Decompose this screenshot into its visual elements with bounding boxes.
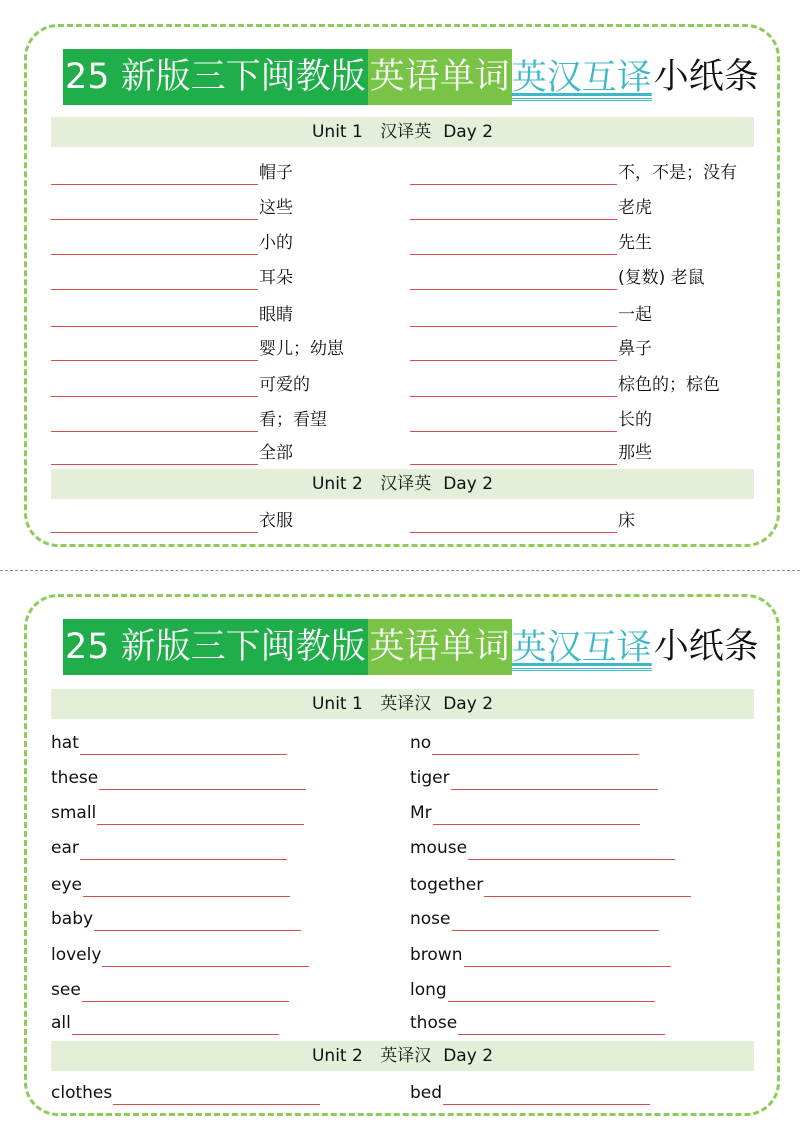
answer-blank[interactable] bbox=[51, 431, 258, 432]
title-part2: 英语单词 bbox=[368, 49, 512, 105]
answer-blank[interactable] bbox=[464, 966, 671, 967]
card-english-to-chinese bbox=[24, 594, 780, 1116]
answer-blank[interactable] bbox=[99, 789, 306, 790]
answer-blank[interactable] bbox=[51, 219, 258, 220]
answer-blank[interactable] bbox=[484, 896, 691, 897]
word-row-left bbox=[51, 832, 391, 862]
answer-blank[interactable] bbox=[458, 1034, 665, 1035]
word-row-left bbox=[51, 437, 391, 467]
word-label: 帽子 bbox=[259, 163, 293, 183]
word-row-left bbox=[51, 869, 391, 899]
card-title bbox=[63, 49, 759, 105]
word-row-left bbox=[51, 1077, 391, 1107]
day-label: Day 2 bbox=[443, 474, 494, 494]
word-label: 老虎 bbox=[618, 198, 652, 218]
word-row-right bbox=[410, 437, 750, 467]
title-part3: 英汉互译 bbox=[512, 54, 652, 101]
mode-label: 汉译英 bbox=[380, 474, 432, 494]
unit2-header bbox=[51, 469, 754, 499]
word-row-left bbox=[51, 299, 391, 329]
answer-blank[interactable] bbox=[113, 1104, 320, 1105]
cut-line bbox=[0, 570, 800, 571]
word-label: mouse bbox=[410, 838, 468, 858]
answer-blank[interactable] bbox=[51, 360, 258, 361]
word-label: long bbox=[410, 980, 447, 1000]
word-row-right bbox=[410, 762, 750, 792]
word-row-right bbox=[410, 1077, 750, 1107]
word-row-left bbox=[51, 974, 391, 1004]
word-row-right bbox=[410, 369, 750, 399]
answer-blank[interactable] bbox=[410, 219, 617, 220]
word-row-right bbox=[410, 903, 750, 933]
answer-blank[interactable] bbox=[51, 326, 258, 327]
word-row-left bbox=[51, 505, 391, 535]
word-row-right bbox=[410, 832, 750, 862]
answer-blank[interactable] bbox=[51, 254, 258, 255]
answer-blank[interactable] bbox=[97, 824, 304, 825]
word-row-left bbox=[51, 727, 391, 757]
mode-label: 英译汉 bbox=[380, 1046, 432, 1066]
title-part4: 小纸条 bbox=[653, 57, 759, 97]
unit-label: Unit 2 bbox=[311, 474, 363, 494]
word-label: 不，不是；没有 bbox=[618, 163, 737, 183]
answer-blank[interactable] bbox=[80, 859, 287, 860]
word-label: 衣服 bbox=[259, 511, 293, 531]
title-part4: 小纸条 bbox=[653, 627, 759, 667]
answer-blank[interactable] bbox=[468, 859, 675, 860]
word-label: bed bbox=[410, 1083, 443, 1103]
answer-blank[interactable] bbox=[410, 532, 617, 533]
word-label: brown bbox=[410, 945, 463, 965]
word-label: clothes bbox=[51, 1083, 113, 1103]
word-label: 小的 bbox=[259, 233, 293, 253]
word-label: those bbox=[410, 1013, 458, 1033]
word-row-right bbox=[410, 404, 750, 434]
word-label: no bbox=[410, 733, 432, 753]
word-row-right bbox=[410, 939, 750, 969]
word-label: 床 bbox=[618, 511, 635, 531]
answer-blank[interactable] bbox=[410, 464, 617, 465]
mode-label: 汉译英 bbox=[380, 122, 432, 142]
word-row-left bbox=[51, 762, 391, 792]
word-row-left bbox=[51, 404, 391, 434]
answer-blank[interactable] bbox=[410, 326, 617, 327]
answer-blank[interactable] bbox=[51, 396, 258, 397]
unit-label: Unit 1 bbox=[311, 122, 363, 142]
word-label: (复数) 老鼠 bbox=[618, 268, 705, 288]
answer-blank[interactable] bbox=[82, 1001, 289, 1002]
word-row-right bbox=[410, 157, 750, 187]
answer-blank[interactable] bbox=[410, 360, 617, 361]
unit-label: Unit 1 bbox=[311, 694, 363, 714]
word-label: 鼻子 bbox=[618, 339, 652, 359]
word-row-left bbox=[51, 797, 391, 827]
word-label: 眼睛 bbox=[259, 305, 293, 325]
word-row-right bbox=[410, 505, 750, 535]
day-label: Day 2 bbox=[443, 694, 494, 714]
unit1-header bbox=[51, 689, 754, 719]
word-row-right bbox=[410, 1007, 750, 1037]
day-label: Day 2 bbox=[443, 122, 494, 142]
word-label: eye bbox=[51, 875, 82, 895]
word-label: 一起 bbox=[618, 305, 652, 325]
word-label: 耳朵 bbox=[259, 268, 293, 288]
word-label: see bbox=[51, 980, 81, 1000]
word-row-right bbox=[410, 299, 750, 329]
word-row-left bbox=[51, 1007, 391, 1037]
word-label: 婴儿；幼崽 bbox=[259, 339, 344, 359]
word-row-left bbox=[51, 333, 391, 363]
card-chinese-to-english bbox=[24, 24, 780, 547]
word-row-left bbox=[51, 192, 391, 222]
word-row-right bbox=[410, 727, 750, 757]
word-label: 可爱的 bbox=[259, 375, 310, 395]
word-row-right bbox=[410, 974, 750, 1004]
answer-blank[interactable] bbox=[94, 930, 301, 931]
word-row-left bbox=[51, 369, 391, 399]
answer-blank[interactable] bbox=[72, 1034, 279, 1035]
word-label: 全部 bbox=[259, 443, 293, 463]
answer-blank[interactable] bbox=[80, 754, 287, 755]
word-label: these bbox=[51, 768, 99, 788]
answer-blank[interactable] bbox=[448, 1001, 655, 1002]
answer-blank[interactable] bbox=[410, 184, 617, 185]
title-part3: 英汉互译 bbox=[512, 624, 652, 671]
word-row-left bbox=[51, 939, 391, 969]
word-label: Mr bbox=[410, 803, 432, 823]
mode-label: 英译汉 bbox=[380, 694, 432, 714]
day-label: Day 2 bbox=[443, 1046, 494, 1066]
answer-blank[interactable] bbox=[410, 431, 617, 432]
word-row-left bbox=[51, 903, 391, 933]
word-row-right bbox=[410, 227, 750, 257]
unit2-header bbox=[51, 1041, 754, 1071]
answer-blank[interactable] bbox=[410, 254, 617, 255]
answer-blank[interactable] bbox=[83, 896, 290, 897]
word-label: hat bbox=[51, 733, 79, 753]
word-row-right bbox=[410, 192, 750, 222]
answer-blank[interactable] bbox=[51, 184, 258, 185]
card-title bbox=[63, 619, 759, 675]
title-part2: 英语单词 bbox=[368, 619, 512, 675]
word-row-right bbox=[410, 797, 750, 827]
answer-blank[interactable] bbox=[51, 532, 258, 533]
word-label: 看；看望 bbox=[259, 410, 327, 430]
title-part1: 25 新版三下闽教版 bbox=[63, 49, 368, 105]
answer-blank[interactable] bbox=[51, 464, 258, 465]
word-row-right bbox=[410, 869, 750, 899]
answer-blank[interactable] bbox=[432, 754, 639, 755]
word-row-left bbox=[51, 157, 391, 187]
answer-blank[interactable] bbox=[51, 289, 258, 290]
word-label: ear bbox=[51, 838, 79, 858]
word-row-right bbox=[410, 262, 750, 292]
word-label: 那些 bbox=[618, 443, 652, 463]
word-label: small bbox=[51, 803, 97, 823]
answer-blank[interactable] bbox=[433, 824, 640, 825]
answer-blank[interactable] bbox=[410, 396, 617, 397]
word-label: lovely bbox=[51, 945, 102, 965]
word-label: together bbox=[410, 875, 484, 895]
word-label: nose bbox=[410, 909, 451, 929]
word-label: baby bbox=[51, 909, 94, 929]
answer-blank[interactable] bbox=[443, 1104, 650, 1105]
word-label: 这些 bbox=[259, 198, 293, 218]
unit-label: Unit 2 bbox=[311, 1046, 363, 1066]
title-part1: 25 新版三下闽教版 bbox=[63, 619, 368, 675]
answer-blank[interactable] bbox=[451, 789, 658, 790]
unit1-header bbox=[51, 117, 754, 147]
word-row-right bbox=[410, 333, 750, 363]
answer-blank[interactable] bbox=[102, 966, 309, 967]
word-row-left bbox=[51, 262, 391, 292]
word-label: tiger bbox=[410, 768, 450, 788]
word-row-left bbox=[51, 227, 391, 257]
word-label: 先生 bbox=[618, 233, 652, 253]
answer-blank[interactable] bbox=[410, 289, 617, 290]
word-label: 长的 bbox=[618, 410, 652, 430]
word-label: all bbox=[51, 1013, 71, 1033]
word-label: 棕色的；棕色 bbox=[618, 375, 720, 395]
answer-blank[interactable] bbox=[452, 930, 659, 931]
